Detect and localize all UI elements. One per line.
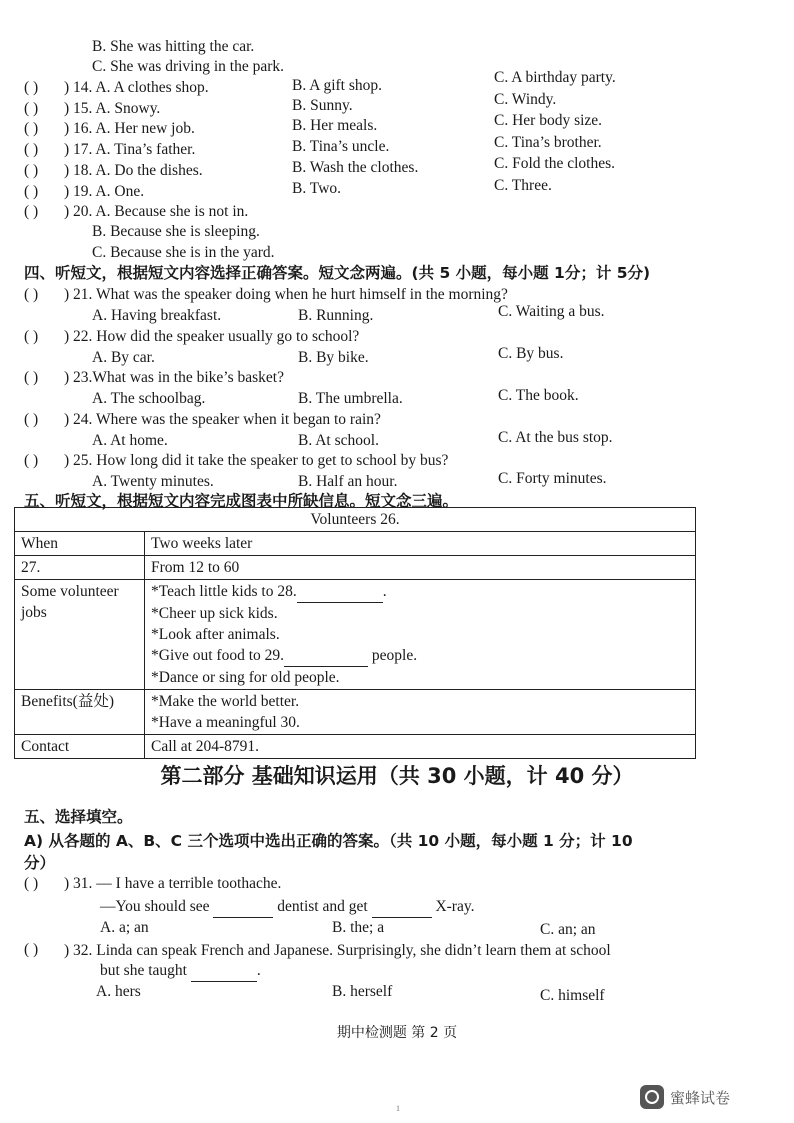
benefit-item-1: *Make the world better. — [151, 693, 300, 710]
q22-stem: ) 22. How did the speaker usually go to school? — [64, 328, 360, 345]
table-row — [15, 690, 696, 735]
row-label-27: 27. — [15, 556, 145, 580]
page-mark: 1 — [396, 1104, 400, 1113]
table-row — [15, 532, 696, 556]
q21-option-b: B. Running. — [298, 307, 374, 324]
answer-blank-32[interactable]: ( ) — [24, 941, 39, 958]
volunteer-info-table — [14, 507, 696, 759]
table-row — [15, 556, 696, 580]
job-item-2: *Cheer up sick kids. — [151, 605, 278, 622]
blank-32[interactable] — [191, 961, 257, 982]
answer-blank-21[interactable]: ( ) — [24, 286, 39, 303]
q23-option-c: C. The book. — [498, 387, 579, 404]
q24-option-b: B. At school. — [298, 432, 379, 449]
q31-line-2-c: X-ray. — [435, 898, 475, 915]
section-4-heading: 四、听短文，根据短文内容选择正确答案。短文念两遍。(共 5 小题，每小题 1分；计 5分) — [24, 264, 651, 282]
q23-option-b: B. The umbrella. — [298, 390, 403, 407]
row-value-contact: Call at 204-8791. — [145, 735, 696, 759]
q31-line-2 — [100, 897, 474, 918]
table-row — [15, 735, 696, 759]
job-item-4 — [151, 645, 689, 667]
q21-option-c: C. Waiting a bus. — [498, 303, 605, 320]
q14-stem: ) 14. A. A clothes shop. — [64, 79, 209, 96]
job-item-3: *Look after animals. — [151, 626, 280, 643]
q23-stem: ) 23.What was in the bike’s basket? — [64, 369, 284, 386]
q23-option-a: A. The schoolbag. — [92, 390, 206, 407]
blank-28[interactable] — [297, 581, 383, 603]
watermark-text: 蜜蜂试卷 — [670, 1088, 731, 1107]
row-label-jobs: Some volunteer jobs — [15, 580, 145, 690]
q31-option-b: B. the; a — [332, 919, 385, 936]
table-row — [15, 580, 696, 690]
q14-option-c: C. A birthday party. — [494, 69, 616, 86]
q32-line-2-end: . — [256, 962, 261, 979]
q22-option-a: A. By car. — [92, 349, 155, 366]
q31-line-2-b: dentist and get — [277, 898, 368, 915]
answer-blank-25[interactable]: ( ) — [24, 452, 39, 469]
q22-option-c: C. By bus. — [498, 345, 564, 362]
answer-blank-20[interactable]: ( ) — [24, 203, 39, 220]
row-label-benefits: Benefits(益处) — [15, 690, 145, 735]
q32-line-2 — [100, 961, 261, 982]
row-value-benefits — [145, 690, 696, 735]
row-value-when: Two weeks later — [145, 532, 696, 556]
q18-option-c: C. Fold the clothes. — [494, 155, 615, 172]
answer-blank-31[interactable]: ( ) — [24, 875, 39, 892]
q20-option-b: B. Because she is sleeping. — [92, 223, 260, 240]
q24-stem: ) 24. Where was the speaker when it began to rain? — [64, 411, 381, 428]
answer-blank-23[interactable]: ( ) — [24, 369, 39, 386]
q32-option-a: A. hers — [96, 983, 141, 1000]
q31-option-a: A. a; an — [100, 919, 149, 936]
q15-option-c: C. Windy. — [494, 91, 557, 108]
q17-option-b: B. Tina’s uncle. — [292, 138, 390, 155]
blank-29[interactable] — [284, 645, 368, 667]
watermark — [640, 1085, 730, 1109]
q32-option-c: C. himself — [540, 987, 605, 1004]
job-item-1 — [151, 581, 689, 603]
job-item-1-end: . — [382, 583, 387, 600]
answer-blank-14[interactable]: ( ) — [24, 79, 39, 96]
q31-line-2-a: —You should see — [100, 898, 210, 915]
q16-option-b: B. Her meals. — [292, 117, 378, 134]
answer-blank-17[interactable]: ( ) — [24, 141, 39, 158]
answer-blank-18[interactable]: ( ) — [24, 162, 39, 179]
q31-stem: ) 31. — I have a terrible toothache. — [64, 875, 282, 892]
q18-option-b: B. Wash the clothes. — [292, 159, 419, 176]
q25-stem: ) 25. How long did it take the speaker to get to school by bus? — [64, 452, 449, 469]
q25-option-b: B. Half an hour. — [298, 473, 398, 490]
q13-option-b: B. She was hitting the car. — [92, 38, 255, 55]
table-title: Volunteers 26. — [15, 508, 696, 532]
section-a-instructions-cont: 分） — [24, 854, 56, 872]
watermark-logo-icon — [640, 1085, 664, 1109]
q22-option-b: B. By bike. — [298, 349, 369, 366]
section-a-instructions: A) 从各题的 A、B、C 三个选项中选出正确的答案。（共 10 小题，每小题 1 分；计 10 — [24, 832, 633, 850]
q14-option-b: B. A gift shop. — [292, 77, 383, 94]
q20-option-c: C. Because she is in the yard. — [92, 244, 275, 261]
q19-option-b: B. Two. — [292, 180, 342, 197]
row-label-contact: Contact — [15, 735, 145, 759]
q20-stem: ) 20. A. Because she is not in. — [64, 203, 249, 220]
q21-option-a: A. Having breakfast. — [92, 307, 222, 324]
answer-blank-16[interactable]: ( ) — [24, 120, 39, 137]
q16-option-c: C. Her body size. — [494, 112, 603, 129]
q32-stem: ) 32. Linda can speak French and Japanese. Surprisingly, she didn’t learn them at school — [64, 942, 611, 959]
answer-blank-22[interactable]: ( ) — [24, 328, 39, 345]
part-2-title: 第二部分 基础知识运用（共 30 小题，计 40 分） — [160, 764, 634, 788]
q17-stem: ) 17. A. Tina’s father. — [64, 141, 196, 158]
q15-stem: ) 15. A. Snowy. — [64, 100, 161, 117]
job-item-4-end: people. — [368, 647, 418, 664]
q25-option-a: A. Twenty minutes. — [92, 473, 214, 490]
job-item-4-text: *Give out food to 29. — [151, 647, 285, 664]
q16-stem: ) 16. A. Her new job. — [64, 120, 195, 137]
q24-option-c: C. At the bus stop. — [498, 429, 613, 446]
q19-option-c: C. Three. — [494, 177, 552, 194]
q21-stem: ) 21. What was the speaker doing when he hurt himself in the morning? — [64, 286, 508, 303]
q25-option-c: C. Forty minutes. — [498, 470, 607, 487]
section-5-heading: 五、听短文，根据短文内容完成图表中所缺信息。短文念三遍。 — [24, 492, 459, 510]
row-value-jobs — [145, 580, 696, 690]
q31-option-c: C. an; an — [540, 921, 596, 938]
q17-option-c: C. Tina’s brother. — [494, 134, 602, 151]
row-value-27: From 12 to 60 — [145, 556, 696, 580]
answer-blank-24[interactable]: ( ) — [24, 411, 39, 428]
job-item-1-text: *Teach little kids to 28. — [151, 583, 297, 600]
q18-stem: ) 18. A. Do the dishes. — [64, 162, 203, 179]
answer-blank-19[interactable]: ( ) — [24, 183, 39, 200]
q15-option-b: B. Sunny. — [292, 97, 353, 114]
row-label-when: When — [15, 532, 145, 556]
table-row — [15, 508, 696, 532]
q19-stem: ) 19. A. One. — [64, 183, 145, 200]
q24-option-a: A. At home. — [92, 432, 168, 449]
blank-31-1[interactable] — [213, 897, 273, 918]
job-item-5: *Dance or sing for old people. — [151, 669, 340, 686]
blank-31-2[interactable] — [372, 897, 432, 918]
benefit-item-2: *Have a meaningful 30. — [151, 714, 300, 731]
page-footer: 期中检测题 第 2 页 — [336, 1025, 458, 1041]
q32-line-2-text: but she taught — [100, 962, 187, 979]
q13-option-c: C. She was driving in the park. — [92, 58, 285, 75]
q32-option-b: B. herself — [332, 983, 393, 1000]
section-5b-heading: 五、选择填空。 — [24, 808, 133, 826]
answer-blank-15[interactable]: ( ) — [24, 100, 39, 117]
